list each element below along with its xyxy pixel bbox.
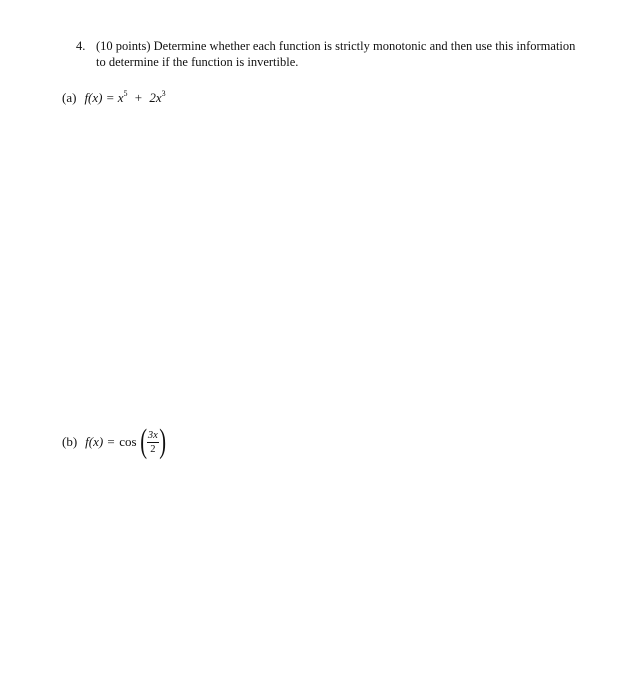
part-a-term1-exp: 5 (123, 89, 128, 98)
part-b-label: (b) (62, 434, 78, 449)
part-b-lhs: f(x) = (85, 434, 116, 449)
part-b-frac-numerator: 3x (147, 429, 158, 441)
part-b-frac-denominator: 2 (150, 443, 156, 455)
part-a-plus: + (134, 90, 143, 105)
part-a-label: (a) (62, 90, 77, 105)
part-b-cos: cos (119, 434, 137, 449)
part-a-equation (84, 90, 165, 106)
part-b (62, 425, 165, 459)
part-b-right-paren: ) (159, 423, 166, 460)
question-4 (76, 38, 576, 70)
part-b-left-paren: ( (139, 423, 147, 460)
part-a-term2-exp: 3 (161, 89, 166, 98)
question-text: (10 points) Determine whether each function is strictly monotonic and then use this information to determine if the function is invertible. (96, 39, 576, 69)
part-b-equation (85, 425, 165, 459)
part-a-term1-base: x (117, 90, 124, 105)
question-number: 4. (76, 39, 86, 53)
part-a-term2-base: 2x (149, 90, 162, 105)
part-b-fraction (147, 430, 159, 455)
part-a (62, 90, 166, 106)
part-a-lhs: f(x) = (84, 90, 115, 105)
